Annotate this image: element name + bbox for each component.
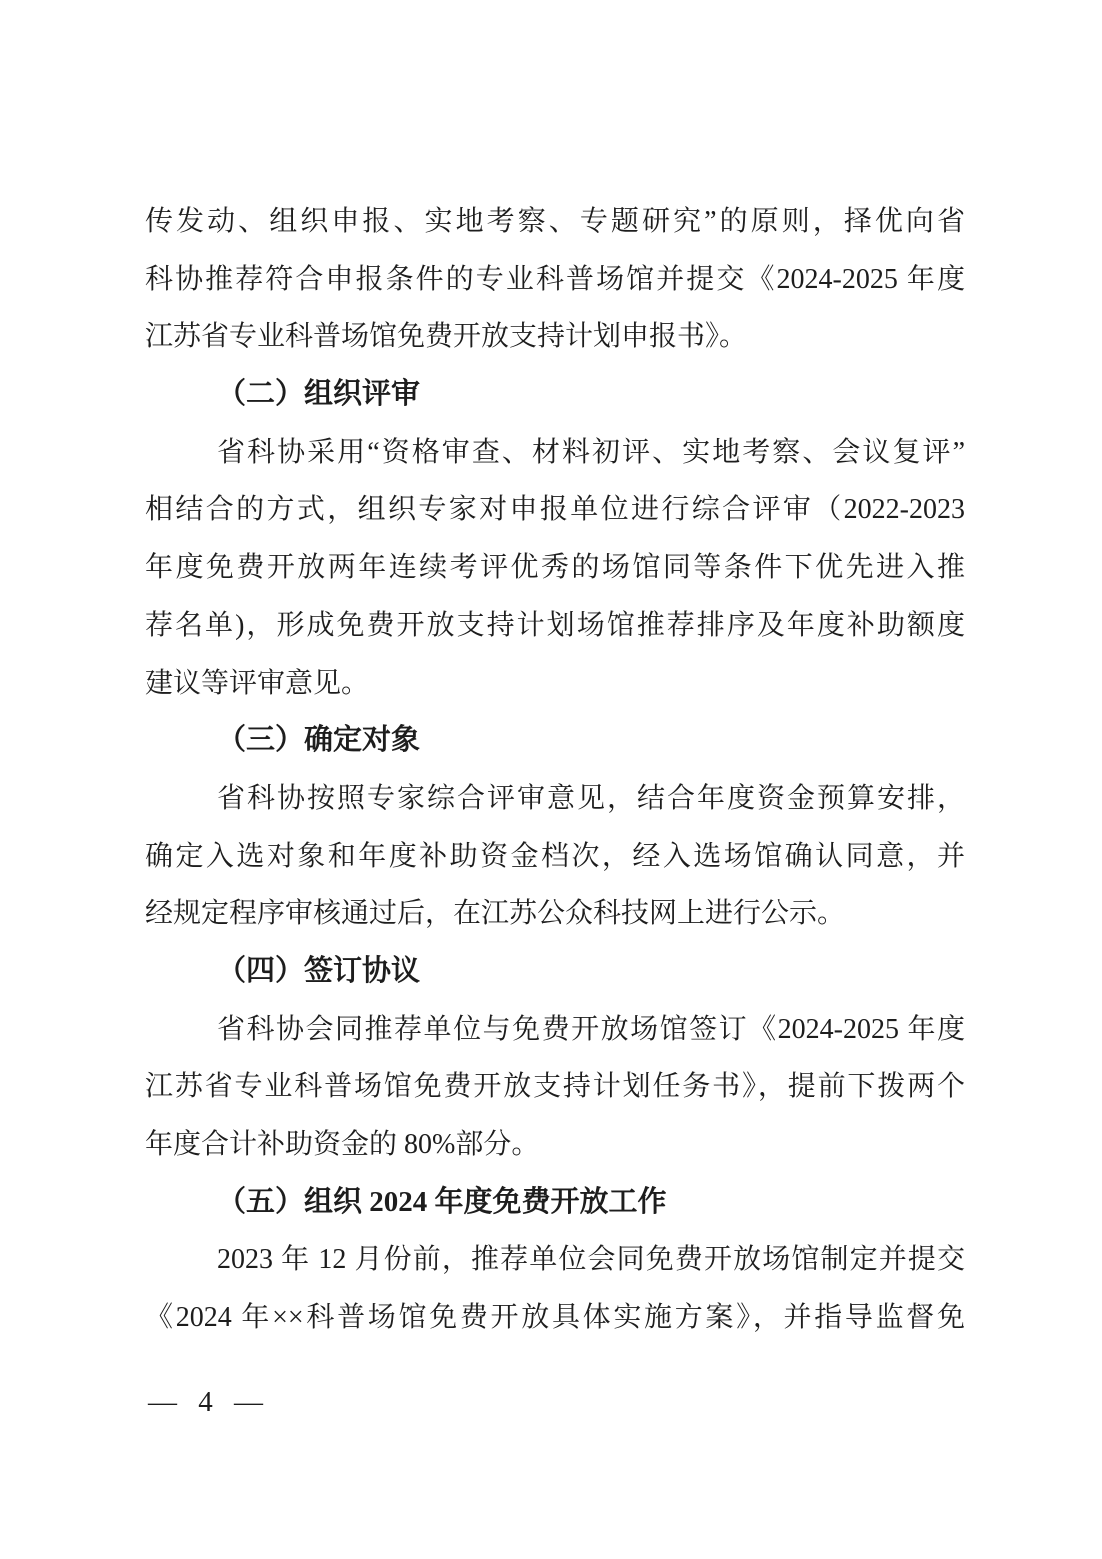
text-line: 江苏省专业科普场馆免费开放支持计划任务书》，提前下拨两个 xyxy=(145,1071,965,1103)
text-line: 年度免费开放两年连续考评优秀的场馆同等条件下优先进入推 xyxy=(145,552,965,584)
section-heading: （五）组织 2024 年度免费开放工作 xyxy=(217,1185,667,1218)
text-line: 相结合的方式，组织专家对申报单位进行综合评审（2022-2023 xyxy=(145,494,965,526)
section-heading: （四）签订协议 xyxy=(217,954,421,987)
text-line: 江苏省专业科普场馆免费开放支持计划申报书》。 xyxy=(145,321,748,353)
text-line: 传发动、组织申报、实地考察、专题研究”的原则，择优向省 xyxy=(145,206,965,237)
text-line: 建议等评审意见。 xyxy=(145,667,370,699)
page-content xyxy=(145,193,965,1347)
text-line: 年度合计补助资金的 80%部分。 xyxy=(145,1129,540,1160)
page-footer xyxy=(148,1382,263,1422)
text-line: 省科协会同推荐单位与免费开放场馆签订《2024-2025 年度 xyxy=(217,1013,965,1045)
text-line: 《2024 年××科普场馆免费开放具体实施方案》，并指导监督免 xyxy=(145,1302,965,1334)
section-heading: （二）组织评审 xyxy=(217,378,421,411)
text-line: 省科协按照专家综合评审意见，结合年度资金预算安排， xyxy=(217,782,965,814)
text-line: 荐名单)，形成免费开放支持计划场馆推荐排序及年度补助额度 xyxy=(145,609,965,641)
page-number: — 4 — xyxy=(148,1386,263,1418)
text-line: 经规定程序审核通过后，在江苏公众科技网上进行公示。 xyxy=(145,898,846,930)
text-line: 科协推荐符合申报条件的专业科普场馆并提交《2024-2025 年度 xyxy=(145,263,965,295)
text-line: 2023 年 12 月份前，推荐单位会同免费开放场馆制定并提交 xyxy=(217,1244,965,1276)
section-heading: （三）确定对象 xyxy=(217,724,421,757)
text-line: 省科协采用“资格审查、材料初评、实地考察、会议复评” xyxy=(217,436,965,468)
text-line: 确定入选对象和年度补助资金档次，经入选场馆确认同意，并 xyxy=(145,840,965,872)
